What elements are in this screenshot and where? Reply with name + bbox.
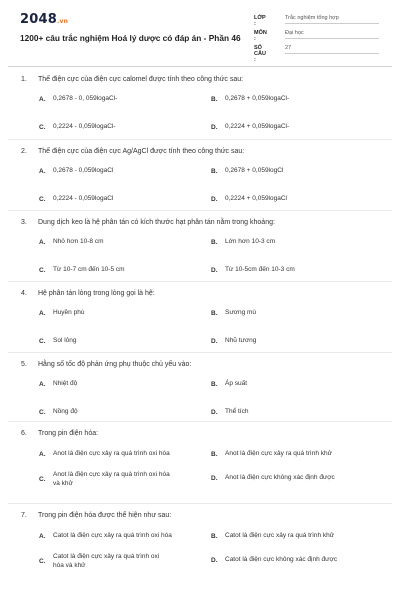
answer-option-c[interactable] xyxy=(39,405,199,419)
option-text: Lớn hơn 10-3 cm xyxy=(225,237,276,245)
option-letter: B. xyxy=(211,450,218,458)
answer-option-b[interactable] xyxy=(211,235,376,249)
option-letter: B. xyxy=(211,309,218,317)
question-divider xyxy=(8,210,392,211)
option-text: 0,2224 - 0,059logaCl- xyxy=(53,122,116,130)
option-letter: A. xyxy=(39,532,46,540)
question-number: 1. xyxy=(21,76,27,83)
option-letter: D. xyxy=(211,266,218,274)
question-text xyxy=(21,512,171,519)
answer-option-a[interactable] xyxy=(39,447,199,461)
option-letter: C. xyxy=(39,123,46,131)
option-text: 0,2678 + 0,059logaCl- xyxy=(225,94,290,102)
answer-option-c[interactable] xyxy=(39,192,199,206)
option-text: Nhũ tương xyxy=(225,336,257,344)
answer-option-b[interactable] xyxy=(211,164,376,178)
option-text: 0,2224 + 0,059logaCl- xyxy=(225,122,290,130)
option-text: 0,2678 - 0,059logaCl xyxy=(53,166,114,174)
answer-option-b[interactable] xyxy=(211,529,376,543)
option-letter: A. xyxy=(39,450,46,458)
option-text: Catot là điện cực xảy ra quá trình oxi hóa xyxy=(53,531,172,539)
question-number: 5. xyxy=(21,361,27,368)
option-letter: C. xyxy=(39,337,46,345)
question-number: 2. xyxy=(21,148,27,155)
option-letter: A. xyxy=(39,167,46,175)
answer-option-c[interactable] xyxy=(39,120,199,134)
question-divider xyxy=(8,503,392,504)
question-stem: Trong pin điện hóa được thể hiện như sau: xyxy=(38,512,172,519)
option-letter: B. xyxy=(211,95,218,103)
question-text xyxy=(21,290,155,297)
meta-label: SỐ CÂU : xyxy=(254,45,266,63)
meta-value: Trắc nghiệm tổng hợp xyxy=(285,15,379,24)
option-text: Anot là điện cực xảy ra quá trình oxi hóa và khử xyxy=(53,471,170,487)
option-text: Anot là điện cực xảy ra quá trình khử xyxy=(225,449,332,457)
option-text: Sương mù xyxy=(225,308,257,316)
question-number: 7. xyxy=(21,512,27,519)
option-text: Áp suất xyxy=(225,379,248,387)
option-letter: D. xyxy=(211,337,218,345)
option-letter: A. xyxy=(39,95,46,103)
logo-suffix: .vn xyxy=(56,18,69,25)
answer-option-b[interactable] xyxy=(211,92,376,106)
option-letter: C. xyxy=(39,558,46,566)
option-letter: B. xyxy=(211,532,218,540)
question-stem: Hằng số tốc độ phản ứng phụ thuộc chủ yếu vào: xyxy=(38,361,192,368)
site-logo[interactable] xyxy=(20,12,68,27)
option-text: Anot là điện cực không xác định được xyxy=(225,473,335,481)
option-text: Catot là điện cực xảy ra quá trình oxi hóa và khử xyxy=(53,553,160,569)
question-stem: Thế điện cực của điện cực Ag/AgCl được tính theo công thức sau: xyxy=(38,148,245,155)
option-text: Anot là điện cực xảy ra quá trình oxi hóa xyxy=(53,449,170,457)
option-text: Huyền phù xyxy=(53,308,85,316)
option-text: Từ 10-5cm đến 10-3 cm xyxy=(225,265,295,273)
option-text: Catot là điện cực xảy ra quá trình khử xyxy=(225,531,335,539)
option-text: 0,2678 + 0,059logCl xyxy=(225,166,284,174)
question-divider xyxy=(8,139,392,140)
option-letter: D. xyxy=(211,123,218,131)
answer-option-a[interactable] xyxy=(39,306,199,320)
option-text: Sol lỏng xyxy=(53,336,77,344)
option-letter: D. xyxy=(211,408,218,416)
answer-option-d[interactable] xyxy=(211,471,376,485)
logo-main: 2048 xyxy=(20,12,57,27)
question-divider xyxy=(8,281,392,282)
option-letter: C. xyxy=(39,476,46,484)
page-header xyxy=(0,0,400,66)
header-divider xyxy=(8,66,392,67)
option-letter: D. xyxy=(211,474,218,482)
answer-option-c[interactable] xyxy=(39,334,199,348)
answer-option-a[interactable] xyxy=(39,235,199,249)
option-text: Catot là điện cực không xác định được xyxy=(225,555,337,563)
answer-option-b[interactable] xyxy=(211,447,376,461)
page-title: 1200+ câu trắc nghiệm Hoá lý dược có đáp án - Phần 46 xyxy=(20,33,241,43)
option-text: Nồng độ xyxy=(53,407,78,415)
answer-option-b[interactable] xyxy=(211,377,376,391)
question-divider xyxy=(8,421,392,422)
answer-option-d[interactable] xyxy=(211,263,376,277)
option-text: Thể tích xyxy=(225,407,249,415)
question-text xyxy=(21,148,244,155)
option-letter: A. xyxy=(39,238,46,246)
answer-option-d[interactable] xyxy=(211,405,376,419)
answer-option-a[interactable] xyxy=(39,377,199,391)
option-letter: D. xyxy=(211,195,218,203)
option-text: 0,2224 - 0,059logaCl xyxy=(53,194,114,202)
question-number: 4. xyxy=(21,290,27,297)
question-stem: Hệ phân tán lỏng trong lỏng gọi là hệ: xyxy=(38,290,155,297)
answer-option-d[interactable] xyxy=(211,553,376,567)
meta-value: Đại học xyxy=(285,30,379,39)
option-letter: A. xyxy=(39,380,46,388)
meta-label: LỚP : xyxy=(254,15,266,27)
question-divider xyxy=(8,352,392,353)
option-letter: C. xyxy=(39,408,46,416)
question-stem: Dung dịch keo là hệ phân tán có kích thước hạt phân tán nằm trong khoảng: xyxy=(38,219,275,226)
option-letter: B. xyxy=(211,380,218,388)
question-text xyxy=(21,361,191,368)
meta-value: 27 xyxy=(285,45,379,54)
answer-option-c[interactable] xyxy=(39,471,199,489)
question-stem: Trong pin điện hóa: xyxy=(38,430,99,437)
option-text: Từ 10-7 cm đến 10-5 cm xyxy=(53,265,125,273)
question-stem: Thế điện cực của điện cực calomel được tính theo công thức sau: xyxy=(38,76,244,83)
option-text: Nhỏ hơn 10-8 cm xyxy=(53,237,104,245)
question-number: 6. xyxy=(21,430,27,437)
question-text xyxy=(21,430,98,437)
answer-option-a[interactable] xyxy=(39,164,199,178)
question-number: 3. xyxy=(21,219,27,226)
answer-option-d[interactable] xyxy=(211,334,376,348)
answer-option-a[interactable] xyxy=(39,529,199,543)
option-letter: B. xyxy=(211,167,218,175)
option-letter: A. xyxy=(39,309,46,317)
option-letter: D. xyxy=(211,556,218,564)
answer-option-c[interactable] xyxy=(39,263,199,277)
answer-option-a[interactable] xyxy=(39,92,199,106)
question-text xyxy=(21,76,243,83)
option-text: 0,2224 + 0,059logaCl xyxy=(225,194,287,202)
answer-option-b[interactable] xyxy=(211,306,376,320)
option-letter: C. xyxy=(39,266,46,274)
option-text: 0,2678 - 0, 059logaCl- xyxy=(53,94,118,102)
answer-option-c[interactable] xyxy=(39,553,199,571)
option-letter: C. xyxy=(39,195,46,203)
meta-label: MÔN : xyxy=(254,30,267,42)
answer-option-d[interactable] xyxy=(211,120,376,134)
answer-option-d[interactable] xyxy=(211,192,376,206)
option-text: Nhiệt độ xyxy=(53,379,78,387)
question-text xyxy=(21,219,275,226)
option-letter: B. xyxy=(211,238,218,246)
